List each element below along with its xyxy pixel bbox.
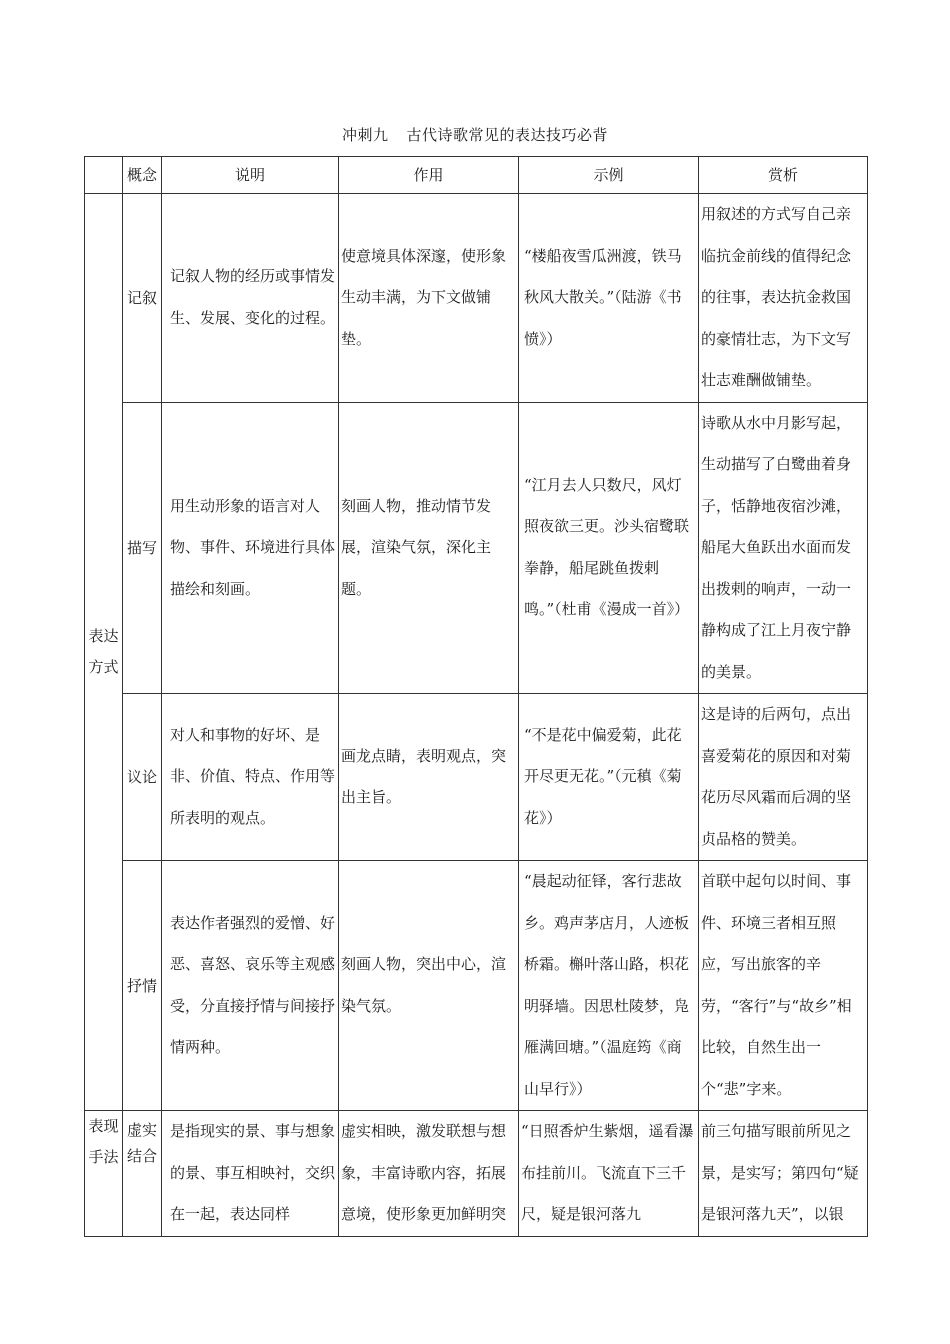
page-title xyxy=(0,124,950,145)
concept-example: “江月去人只数尺，风灯照夜欲三更。沙头宿鹭联拳静，船尾跳鱼拨剌鸣。”（杜甫《漫成一首》） xyxy=(519,402,699,694)
concept-description: 是指现实的景、事与想象的景、事互相映衬，交织在一起，表达同样 xyxy=(162,1111,339,1237)
concept-analysis: 首联中起句以时间、事件、环境三者相互照应，写出旅客的辛劳，“客行”与“故乡”相比较，自然生出一个“悲”字来。 xyxy=(699,861,868,1111)
header-concept: 概念 xyxy=(123,157,162,194)
concept-example: “日照香炉生紫烟，遥看瀑布挂前川。飞流直下三千尺，疑是银河落九 xyxy=(519,1111,699,1237)
header-effect: 作用 xyxy=(339,157,519,194)
header-description: 说明 xyxy=(162,157,339,194)
table-row xyxy=(85,402,868,694)
concept-analysis: 用叙述的方式写自己亲临抗金前线的值得纪念的往事，表达抗金救国的豪情壮志，为下文写壮志难酬做铺垫。 xyxy=(699,194,868,403)
concept-description: 对人和事物的好坏、是非、价值、特点、作用等所表明的观点。 xyxy=(162,694,339,861)
header-blank xyxy=(85,157,123,194)
concept-effect: 刻画人物，推动情节发展，渲染气氛，深化主题。 xyxy=(339,402,519,694)
concept-example: “楼船夜雪瓜洲渡，铁马秋风大散关。”（陆游《书愤》） xyxy=(519,194,699,403)
concept-description: 记叙人物的经历或事情发生、发展、变化的过程。 xyxy=(162,194,339,403)
concept-name: 抒情 xyxy=(123,861,162,1111)
concept-name: 虚实结合 xyxy=(123,1111,162,1237)
table-row xyxy=(85,1111,868,1237)
concept-analysis: 诗歌从水中月影写起，生动描写了白鹭曲着身子，恬静地夜宿沙滩，船尾大鱼跃出水面而发出拨剌的响声，一动一静构成了江上月夜宁静的美景。 xyxy=(699,402,868,694)
header-analysis: 赏析 xyxy=(699,157,868,194)
concept-example: “不是花中偏爱菊，此花开尽更无花。”（元稹《菊花》） xyxy=(519,694,699,861)
table-header-row xyxy=(85,157,868,194)
concept-effect: 画龙点睛，表明观点，突出主旨。 xyxy=(339,694,519,861)
concept-effect: 使意境具体深邃，使形象生动丰满，为下文做铺垫。 xyxy=(339,194,519,403)
category-technique: 表现手法 xyxy=(85,1111,123,1237)
concept-name: 记叙 xyxy=(123,194,162,403)
concept-example: “晨起动征铎，客行悲故乡。鸡声茅店月，人迹板桥霜。槲叶落山路，枳花明驿墙。因思杜陵梦，凫雁满回塘。”（温庭筠《商山早行》） xyxy=(519,861,699,1111)
header-example: 示例 xyxy=(519,157,699,194)
category-expression: 表达方式 xyxy=(85,194,123,1111)
concept-effect: 刻画人物，突出中心，渲染气氛。 xyxy=(339,861,519,1111)
concept-analysis: 这是诗的后两句，点出喜爱菊花的原因和对菊花历尽风霜而后凋的坚贞品格的赞美。 xyxy=(699,694,868,861)
concept-description: 表达作者强烈的爱憎、好恶、喜怒、哀乐等主观感受，分直接抒情与间接抒情两种。 xyxy=(162,861,339,1111)
title-part1: 冲刺九 xyxy=(341,126,389,144)
techniques-table xyxy=(84,156,868,1237)
title-part2: 古代诗歌常见的表达技巧必背 xyxy=(406,126,609,144)
concept-description: 用生动形象的语言对人物、事件、环境进行具体描绘和刻画。 xyxy=(162,402,339,694)
table-row xyxy=(85,861,868,1111)
concept-effect: 虚实相映，激发联想与想象，丰富诗歌内容，拓展意境，使形象更加鲜明突 xyxy=(339,1111,519,1237)
concept-analysis: 前三句描写眼前所见之景，是实写；第四句“疑是银河落九天”，以银 xyxy=(699,1111,868,1237)
table-row xyxy=(85,194,868,403)
concept-name: 描写 xyxy=(123,402,162,694)
concept-name: 议论 xyxy=(123,694,162,861)
table-row xyxy=(85,694,868,861)
